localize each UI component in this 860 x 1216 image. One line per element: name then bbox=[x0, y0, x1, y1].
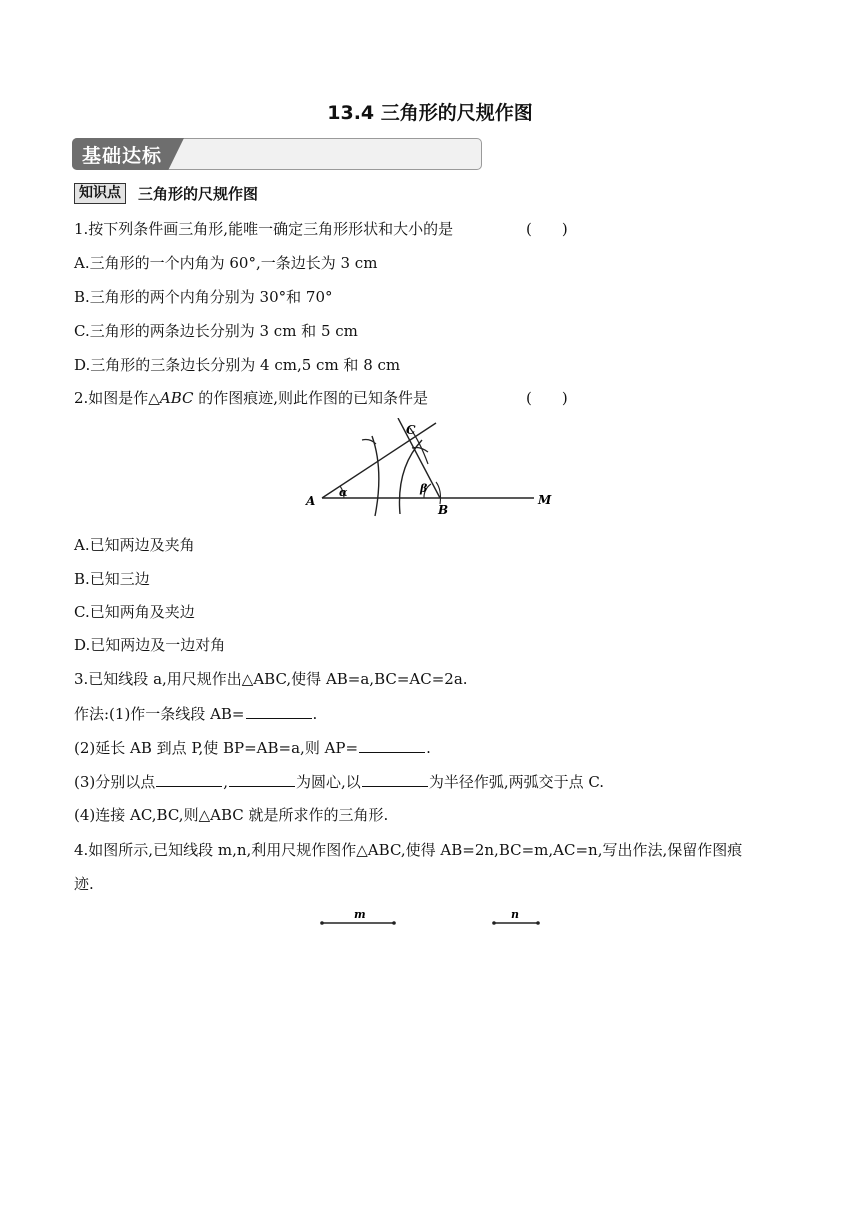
q2-option-c: C.已知两角及夹边 bbox=[74, 603, 195, 621]
figure-label-m: M bbox=[538, 493, 552, 507]
figure-label-beta: β bbox=[420, 482, 428, 495]
q3-stem: 3.已知线段 a,用尺规作出△ABC,使得 AB=a,BC=AC=2a. bbox=[74, 670, 468, 688]
q3-step-1-end: . bbox=[312, 705, 318, 723]
figure-label-alpha: α bbox=[339, 486, 348, 499]
figure-label-b: B bbox=[438, 503, 449, 517]
q3-step-3-text-d: 为半径作弧,两弧交于点 C. bbox=[428, 773, 605, 791]
q3-step-3-text-b: , bbox=[223, 773, 229, 791]
q1-stem: 1.按下列条件画三角形,能唯一确定三角形形状和大小的是 bbox=[74, 220, 454, 238]
segment-n-label: n bbox=[511, 908, 519, 921]
q3-step-3 bbox=[74, 771, 604, 792]
q2-option-b: B.已知三边 bbox=[74, 570, 150, 588]
q1-answer-paren: ( ) bbox=[526, 220, 568, 238]
knowledge-point-label: 三角形的尺规作图 bbox=[138, 185, 259, 203]
q3-blank-4[interactable] bbox=[229, 772, 295, 787]
knowledge-point-tag: 知识点 bbox=[74, 183, 126, 204]
q4-stem: 4.如图所示,已知线段 m,n,利用尺规作图作△ABC,使得 AB=2n,BC=m,AC=n,写出作法,保留作图痕 bbox=[74, 841, 743, 859]
q3-step-2-text: (2)延长 AB 到点 P,使 BP=AB=a,则 AP= bbox=[74, 739, 359, 757]
q2-stem-pre: 2.如图是作△ bbox=[74, 389, 160, 407]
q3-blank-1[interactable] bbox=[246, 704, 312, 719]
q3-step-2 bbox=[74, 737, 431, 758]
q3-step-1 bbox=[74, 703, 317, 724]
q3-step-2-end: . bbox=[426, 739, 431, 757]
q4-stem-continued: 迹. bbox=[74, 875, 94, 893]
segment-m-label: m bbox=[354, 908, 366, 921]
q1-option-d: D.三角形的三条边长分别为 4 cm,5 cm 和 8 cm bbox=[74, 356, 401, 374]
q3-step-3-text-c: 为圆心,以 bbox=[296, 773, 361, 791]
q3-step-3-text-a: (3)分别以点 bbox=[74, 773, 156, 791]
q2-stem bbox=[74, 387, 428, 408]
figure-label-a: A bbox=[306, 494, 316, 508]
figure-label-c: C bbox=[406, 423, 416, 437]
q2-stem-post: 的作图痕迹,则此作图的已知条件是 bbox=[193, 389, 429, 407]
q2-construction-figure bbox=[300, 418, 562, 520]
q2-option-d: D.已知两边及一边对角 bbox=[74, 636, 226, 654]
q2-stem-triangle: ABC bbox=[159, 389, 194, 407]
q4-segments-figure bbox=[318, 904, 548, 930]
q3-step-4: (4)连接 AC,BC,则△ABC 就是所求作的三角形. bbox=[74, 806, 389, 824]
q3-blank-3[interactable] bbox=[156, 772, 222, 787]
q3-blank-2[interactable] bbox=[359, 738, 425, 753]
banner-label: 基础达标 bbox=[82, 145, 163, 167]
q2-option-a: A.已知两边及夹角 bbox=[74, 536, 195, 554]
q3-step-1-text: 作法:(1)作一条线段 AB= bbox=[74, 705, 245, 723]
q1-option-c: C.三角形的两条边长分别为 3 cm 和 5 cm bbox=[74, 322, 358, 340]
page-title: 13.4 三角形的尺规作图 bbox=[327, 102, 533, 124]
q1-option-a: A.三角形的一个内角为 60°,一条边长为 3 cm bbox=[74, 254, 378, 272]
q3-blank-5[interactable] bbox=[362, 772, 428, 787]
section-banner bbox=[72, 138, 482, 170]
knowledge-point bbox=[74, 183, 258, 204]
q2-answer-paren: ( ) bbox=[526, 389, 568, 407]
q1-option-b: B.三角形的两个内角分别为 30°和 70° bbox=[74, 288, 333, 306]
